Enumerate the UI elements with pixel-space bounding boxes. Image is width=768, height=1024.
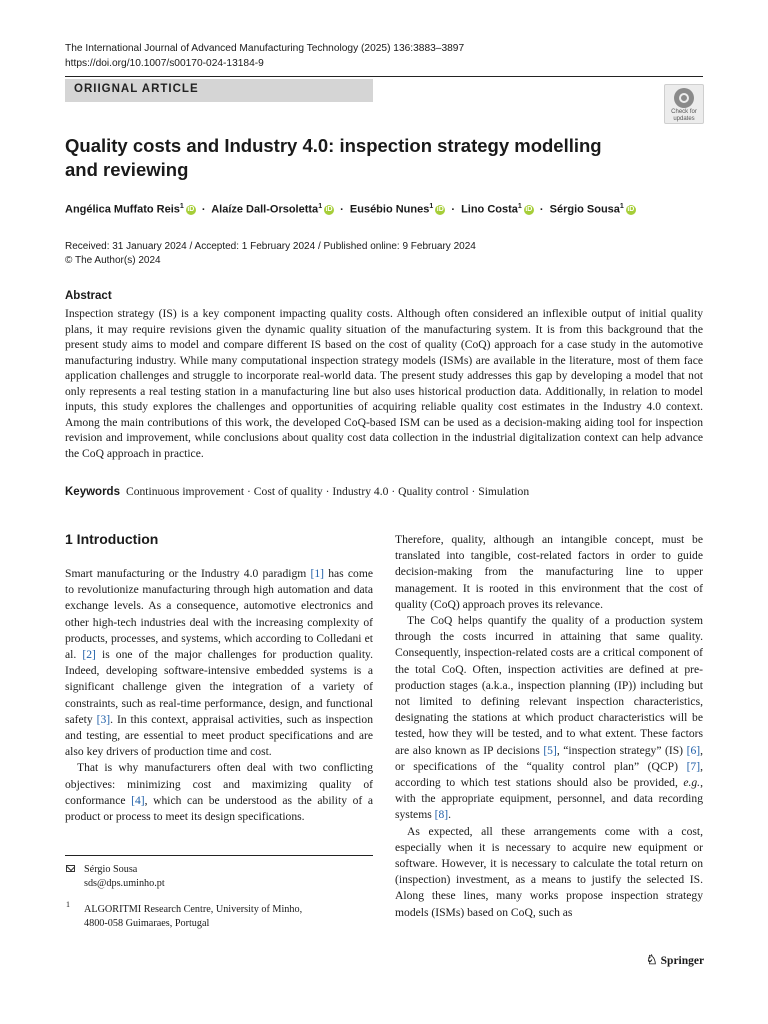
header-rule xyxy=(65,76,703,77)
keywords-label: Keywords xyxy=(65,486,120,498)
title-line-2: and reviewing xyxy=(65,159,189,180)
author-name[interactable]: Eusébio Nunes xyxy=(349,203,430,216)
text-run: . xyxy=(448,808,452,822)
abstract-text: Inspection strategy (IS) is a key component impacting quality costs. Although often considered an inflexible output of initial quality plans, it may require revisions given the dynamic quality situation of the manufacturing system. It is from this background that the present study aims to model and compare different IS based on the cost of quality (CoQ) approach for a case study in the automotive manufacturing industry. While many computational inspection strategy models (ISMs) are available in the literature, most of them face application challenges and struggle to incorporate real-world data. The present study addresses this gap by developing a model that not only represents a real testing station in a manufacturing line but also uses historical production data. Additionally, in relation to model inputs, this study explores the challenges and opportunities of acquiring reliable quality cost estimates in the Industry 4.0 context. Among the main contributions of this work, the developed CoQ-based ISM can be used as a decision-making aiding tool for inspection revision and improvement, while conclusions about quality cost data collection in the industrial digitalization context can help advance the CoQ approach in practice. xyxy=(65,307,703,460)
text-run: is one of the major challenges for production quality. Indeed, developing software-intensive embedded systems is a significant challenge given the integration of a variety of constraints, such as real-time performance, design, and functional safety xyxy=(65,648,373,726)
text-run: has come to revolutionize manufacturing through high automation and data exchange levels. As a consequence, automotive electronics and other high-tech industries deal with the increasing complexity of products, processes, and systems, which according to Colledani et al. xyxy=(65,567,374,662)
text-run: That is why manufacturers often deal with two conflicting objectives: minimizing cost and maximizing quality of conformance xyxy=(65,761,373,807)
text-run: , “inspection strategy” (IS) xyxy=(556,743,687,757)
citation-link[interactable]: [1] xyxy=(310,567,325,580)
paragraph: As expected, all these arrangements come with a cost, especially when it is necessary to acquire new equipment or software. However, it is necessary to calculate the total return on (inspection) investment, as a means to justify the selected IS. Along these lines, many works propose inspection strategy models (ISMs) based on CoQ, such as xyxy=(395,824,703,919)
check-updates-icon xyxy=(674,88,694,108)
check-updates-label-2: updates xyxy=(673,116,695,122)
footnote-rule xyxy=(65,855,373,856)
dates-line: Received: 31 January 2024 / Accepted: 1 February 2024 / Published online: 9 February 2024 xyxy=(65,241,476,252)
author-list xyxy=(65,203,705,216)
publisher-name: Springer xyxy=(660,955,705,967)
corresponding-author xyxy=(84,863,165,890)
corresponding-email[interactable]: sds@dps.uminho.pt xyxy=(84,877,165,889)
citation-link[interactable]: [2] xyxy=(82,648,96,662)
author-name[interactable]: Lino Costa xyxy=(461,203,518,216)
orcid-icon[interactable]: iD xyxy=(627,205,635,213)
affiliation-number: 1 xyxy=(66,900,70,909)
text-run: , which can be understood as the ability of a product or process to meet its design specifications. xyxy=(65,793,373,824)
text-run: , with the appropriate equipment, personnel, and data recording systems xyxy=(395,776,703,822)
citation-link[interactable]: [7] xyxy=(686,759,701,773)
author-affiliation: 1 xyxy=(517,203,522,210)
author-affiliation: 1 xyxy=(429,203,434,210)
text-run: . In this context, appraisal activities, such as inspection and testing, are essential to meet product specifications and are also key drivers of production time and cost. xyxy=(65,712,373,759)
author-affiliation: 1 xyxy=(619,203,624,210)
section-heading: 1 Introduction xyxy=(65,531,159,547)
author-name[interactable]: Alaíze Dall-Orsoletta xyxy=(211,203,319,216)
author-affiliation: 1 xyxy=(179,203,184,210)
author-separator: · xyxy=(201,203,206,216)
paragraph xyxy=(65,566,373,760)
keywords-text: Continuous improvement · Cost of quality · Industry 4.0 · Quality control · Simulation xyxy=(125,485,530,498)
keywords xyxy=(65,485,705,498)
abstract-heading: Abstract xyxy=(65,290,112,302)
text-run: , or specifications of the “quality control plan” (QCP) xyxy=(395,743,704,773)
paragraph xyxy=(395,613,703,824)
citation-link[interactable]: [5] xyxy=(543,743,557,757)
springer-horse-icon: ♘ xyxy=(646,952,658,967)
check-for-updates-button[interactable] xyxy=(664,84,704,124)
title-line-1: Quality costs and Industry 4.0: inspection strategy modelling xyxy=(65,135,602,156)
affiliation-line-1: ALGORITMI Research Centre, University of Minho, xyxy=(84,904,303,915)
orcid-icon[interactable]: iD xyxy=(525,205,533,213)
left-column xyxy=(65,566,373,825)
text-run: , according to which test stations should also be provided, xyxy=(395,759,703,790)
article-title xyxy=(65,134,625,182)
article-type-label: ORIIGNAL ARTICLE xyxy=(74,83,199,95)
orcid-icon[interactable]: iD xyxy=(187,205,195,213)
orcid-icon[interactable]: iD xyxy=(325,205,333,213)
corresponding-name: Sérgio Sousa xyxy=(84,864,138,875)
text-run: Smart manufacturing or the Industry 4.0 paradigm xyxy=(65,567,311,580)
author-separator: · xyxy=(451,203,455,216)
text-run: The CoQ helps quantify the quality of a production system through the costs incurred in attaining that same quality. Consequently, inspection-related costs are a critical component of the total CoQ. Often, inspection activities are defined at pre-production stages (a.k.a., inspection planning (IP)) including but not limited to defining relevant inspection characteristics, designating the stations at which product characteristics will be tested, how they will be tested, and to what extent. These factors are also known as IP decisions xyxy=(395,614,703,757)
affiliation-line-2: 4800-058 Guimaraes, Portugal xyxy=(84,917,210,929)
paragraph xyxy=(65,760,373,825)
envelope-icon xyxy=(66,865,75,872)
affiliation xyxy=(84,903,302,930)
journal-citation: The International Journal of Advanced Manufacturing Technology (2025) 136:3883–3897 xyxy=(65,43,465,54)
citation-link[interactable]: [4] xyxy=(131,793,145,807)
paragraph: Therefore, quality, although an intangible concept, must be translated into tangible, cost-related factors in order to guide decision-making from the manufacturing line to upper management. It is rooted in this environment that the cost of quality (CoQ) approach proves its relevance. xyxy=(395,533,703,611)
check-updates-label-1: Check for xyxy=(671,109,697,115)
author-name[interactable]: Angélica Muffato Reis xyxy=(65,203,180,216)
right-column xyxy=(395,532,703,921)
journal-header xyxy=(65,41,464,71)
author-affiliation: 1 xyxy=(318,203,323,210)
orcid-icon[interactable]: iD xyxy=(436,205,444,213)
author-separator: · xyxy=(539,203,544,216)
author-separator: · xyxy=(340,203,344,216)
citation-link[interactable]: [6] xyxy=(686,743,701,757)
citation-link[interactable]: [8] xyxy=(434,808,449,822)
doi-link[interactable]: https://doi.org/10.1007/s00170-024-13184-9 xyxy=(65,58,264,69)
publisher-logo xyxy=(646,952,704,968)
text-run: e.g. xyxy=(683,776,701,790)
copyright-line: © The Author(s) 2024 xyxy=(65,255,161,266)
citation-link[interactable]: [3] xyxy=(96,712,111,726)
publication-dates xyxy=(65,240,476,268)
author-name[interactable]: Sérgio Sousa xyxy=(549,203,620,216)
